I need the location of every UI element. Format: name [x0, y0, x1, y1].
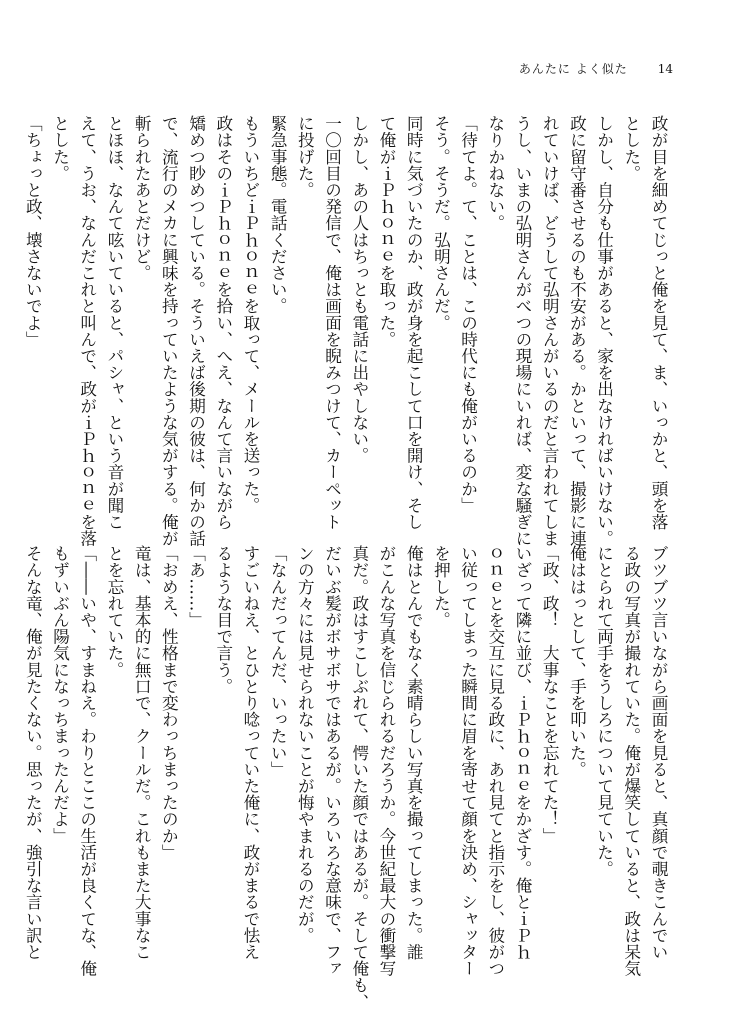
text-line: 「おめえ、性格まで変わっちまったのか」	[159, 545, 179, 861]
text-line: とを忘れていた。	[104, 545, 124, 678]
text-line: 「あ……」	[186, 545, 206, 628]
chapter-title: あんたに よく似た	[518, 62, 628, 76]
text-line: えて、うお、なんだこれと叫んで、政がｉＰｈｏｎｅを落	[77, 115, 97, 547]
text-line: にとられて両手をうしろについて見ていた。	[594, 545, 614, 877]
page-number: 14	[657, 62, 673, 76]
text-line: 「――いや、すまねえ。わりとここの生活が良くてな、俺	[77, 545, 97, 977]
text-line: ｏｎｅとを交互に見る政に、あれ見てと指示をし、彼がつ	[485, 545, 505, 977]
text-line: すごいねえ、とひとり唸っていた俺に、政がまるで怯え	[240, 545, 260, 960]
upper-text-block	[23, 115, 672, 547]
text-line: 緊急事態。電話ください。	[268, 115, 288, 315]
text-line: いざって隣に並び、ｉＰｈｏｎｅをかざす。俺とｉＰｈ	[512, 545, 532, 960]
text-line: るような目で言う。	[213, 545, 233, 695]
text-line: ブツブツ言いながら画面を見ると、真顔で覗きこんでい	[649, 545, 668, 960]
text-line: 竜は、基本的に無口で、クールだ。これもまた大事なこ	[132, 545, 152, 960]
text-line: がこんな写真を信じられるだろうか。今世紀最大の衝撃写	[376, 545, 396, 977]
text-line: もずいぶん陽気になっちまったんだよ」	[50, 545, 70, 844]
text-line: もういちどｉＰｈｏｎｅを取って、メールを送った。	[240, 115, 260, 514]
text-line: 「ちょっと政、壊さないでよ」	[23, 115, 43, 348]
text-line: しかし、あの人はちっとも電話に出やしない。	[349, 115, 369, 464]
text-line: 同時に気づいたのか、政が身を起こして口を開け、そし	[404, 115, 424, 530]
text-line: とほほ、なんて呟いていると、パシャ、という音が聞こ	[104, 115, 124, 530]
text-line: い従ってしまった瞬間に眉を寄せて顔を決め、シャッター	[458, 545, 478, 977]
text-line: 俺ははっとして、手を叩いた。	[567, 545, 587, 778]
text-line: て俺がｉＰｈｏｎｅを取った。	[376, 115, 396, 348]
text-line: 「政、政！ 大事なことを忘れてた！」	[540, 545, 560, 844]
text-line: 「なんだってんだ、いったい」	[268, 545, 288, 778]
text-line: 斬られたあとだけど。	[132, 115, 152, 281]
text-line: そんな竜、俺が見たくない。思ったが、強引な言い訳と	[23, 545, 43, 960]
text-line: 政はそのｉＰｈｏｎｅを拾い、へえ、なんて言いながら	[213, 115, 233, 530]
text-line: る政の写真が撮れていた。俺が爆笑していると、政は呆気	[621, 545, 641, 977]
text-line: 俺はとんでもなく素晴らしい写真を撮ってしまった。誰	[404, 545, 424, 960]
text-line: に投げた。	[295, 115, 315, 198]
text-line: 一〇回目の発信で、俺は画面を睨みつけて、カーペット	[322, 115, 342, 530]
text-line: とした。	[621, 115, 641, 182]
text-line: 真だ。政はすこしぶれて、愕いた顔ではあるが。そして俺も、	[349, 545, 369, 1010]
text-line: 政が目を細めてじっと俺を見て、ま、いっかと、頭を落	[649, 115, 668, 530]
lower-text-block	[23, 545, 672, 1010]
text-line: だいぶ髪がボサボサではあるが。いろいろな意味で、ファ	[322, 545, 342, 977]
running-header	[519, 60, 673, 77]
text-line: 政に留守番させるのも不安がある。かといって、撮影に連	[567, 115, 587, 547]
text-line: で、流行のメカに興味を持っていたような気がする。俺が	[159, 115, 179, 547]
text-line: 「待てよ。て、ことは、この時代にも俺がいるのか」	[458, 115, 478, 514]
text-line: なりかねない。	[485, 115, 505, 232]
text-line: そう。そうだ。弘明さんだ。	[431, 115, 451, 331]
text-line: うし、いまの弘明さんがべつの現場にいれば、変な騒ぎに	[512, 115, 532, 547]
text-line: れていけば、どうして弘明さんがいるのだと言われてしま	[540, 115, 560, 547]
text-line: 矯めつ眇めつしている。そういえば後期の彼は、何かの話	[186, 115, 206, 547]
text-line: しかし、自分も仕事があると、家を出なければいけない。	[594, 115, 614, 547]
text-line: とした。	[50, 115, 70, 182]
text-line: ンの方々には見せられないことが悔やまれるのだが。	[295, 545, 315, 944]
text-line: を押した。	[431, 545, 451, 628]
